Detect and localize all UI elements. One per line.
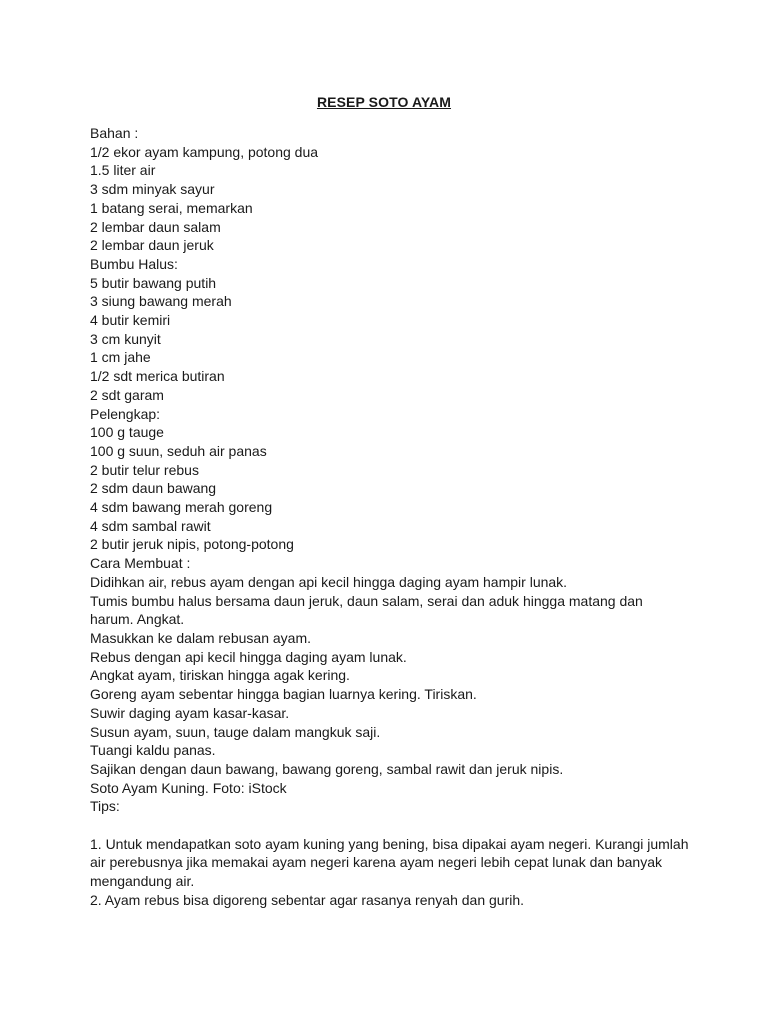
photo-caption: Soto Ayam Kuning. Foto: iStock — [90, 779, 287, 796]
cara-step: Sajikan dengan daun bawang, bawang goreng, sambal rawit dan jeruk nipis. — [90, 760, 564, 777]
tips-heading: Tips: — [90, 798, 120, 815]
bumbu-item: 4 butir kemiri — [90, 312, 171, 329]
bumbu-list — [90, 274, 690, 405]
pelengkap-item: 100 g suun, seduh air panas — [90, 442, 267, 459]
bumbu-heading: Bumbu Halus: — [90, 255, 178, 272]
blank-line — [90, 816, 690, 835]
cara-step: Goreng ayam sebentar hingga bagian luarnya kering. Tiriskan. — [90, 686, 477, 703]
cara-heading: Cara Membuat : — [90, 555, 191, 572]
bumbu-item: 1 cm jahe — [90, 349, 151, 366]
bahan-item: 1.5 liter air — [90, 162, 156, 179]
cara-step: Angkat ayam, tiriskan hingga agak kering. — [90, 667, 350, 684]
pelengkap-item: 4 sdm bawang merah goreng — [90, 499, 273, 516]
bumbu-item: 3 cm kunyit — [90, 330, 161, 347]
cara-step: Tumis bumbu halus bersama daun jeruk, daun salam, serai dan aduk hingga matang dan harum. Angkat. — [90, 592, 643, 628]
bahan-item: 3 sdm minyak sayur — [90, 181, 215, 198]
cara-step: Masukkan ke dalam rebusan ayam. — [90, 629, 311, 646]
document-body — [90, 124, 690, 910]
cara-list — [90, 573, 690, 779]
pelengkap-item: 2 butir telur rebus — [90, 461, 199, 478]
cara-step: Rebus dengan api kecil hingga daging ayam lunak. — [90, 648, 407, 665]
bahan-item: 1/2 ekor ayam kampung, potong dua — [90, 143, 319, 160]
bahan-item: 1 batang serai, memarkan — [90, 199, 253, 216]
tips-item: 2. Ayam rebus bisa digoreng sebentar agar rasanya renyah dan gurih. — [90, 891, 525, 908]
pelengkap-list — [90, 423, 690, 554]
page-title: RESEP SOTO AYAM — [316, 94, 452, 110]
bumbu-item: 3 siung bawang merah — [90, 293, 232, 310]
pelengkap-item: 2 sdm daun bawang — [90, 480, 217, 497]
bumbu-item: 5 butir bawang putih — [90, 274, 217, 291]
tips-item: 1. Untuk mendapatkan soto ayam kuning yang bening, bisa dipakai ayam negeri. Kurangi jumlah air perebusnya jika memakai ayam negeri karena ayam negeri lebih cepat lunak dan banyak mengandung air. — [90, 835, 689, 890]
cara-step: Susun ayam, suun, tauge dalam mangkuk saji. — [90, 723, 381, 740]
tips-list — [90, 835, 690, 910]
cara-step: Didihkan air, rebus ayam dengan api kecil hingga daging ayam hampir lunak. — [90, 573, 568, 590]
bahan-heading: Bahan : — [90, 125, 139, 141]
bumbu-item: 2 sdt garam — [90, 386, 164, 403]
pelengkap-item: 2 butir jeruk nipis, potong-potong — [90, 536, 294, 553]
bahan-item: 2 lembar daun salam — [90, 218, 221, 235]
bumbu-item: 1/2 sdt merica butiran — [90, 368, 225, 385]
cara-step: Suwir daging ayam kasar-kasar. — [90, 704, 290, 721]
bahan-item: 2 lembar daun jeruk — [90, 237, 214, 254]
pelengkap-heading: Pelengkap: — [90, 405, 161, 422]
cara-step: Tuangi kaldu panas. — [90, 742, 216, 759]
bahan-list — [90, 143, 690, 255]
pelengkap-item: 4 sdm sambal rawit — [90, 517, 211, 534]
pelengkap-item: 100 g tauge — [90, 424, 164, 441]
